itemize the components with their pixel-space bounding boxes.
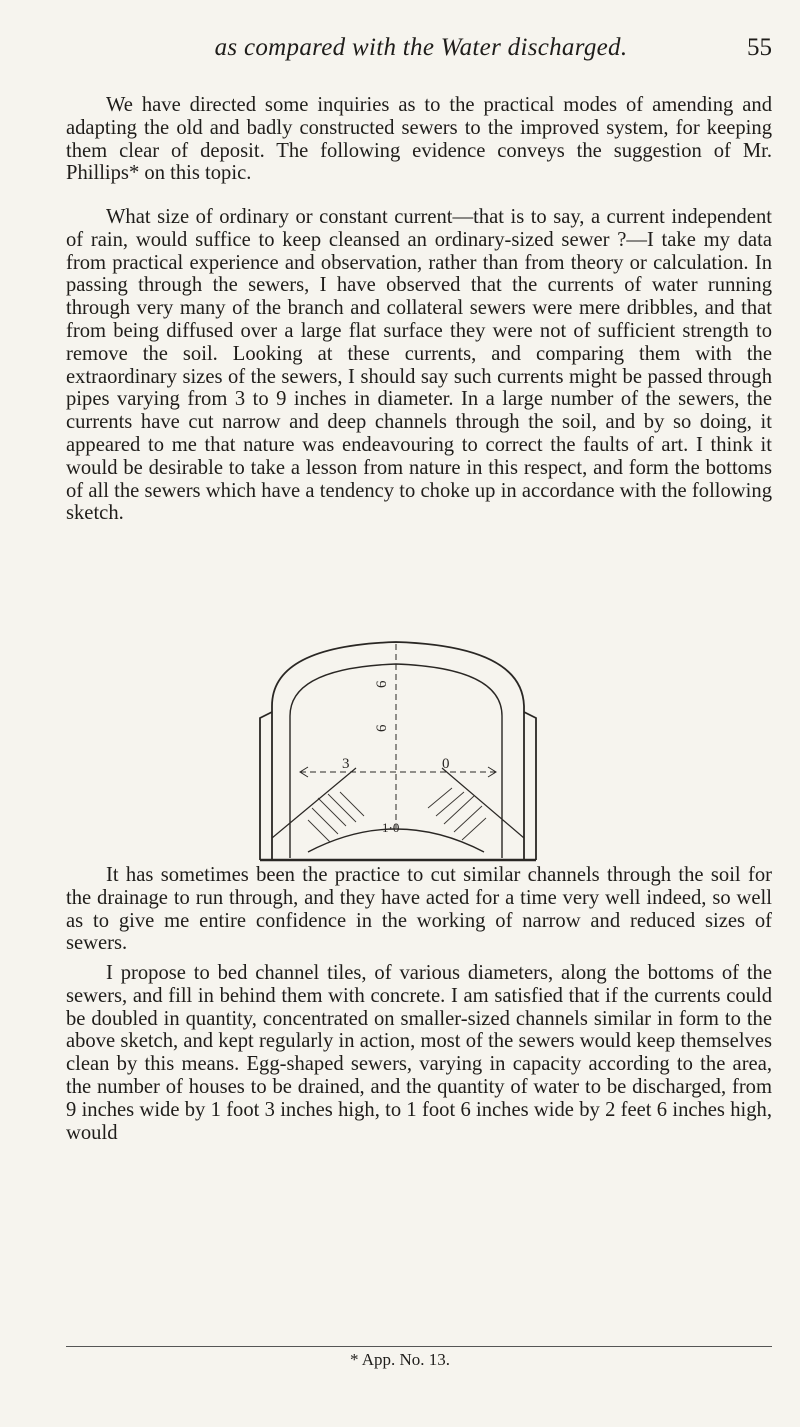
outer-wall-ledge-right xyxy=(524,712,536,860)
running-head xyxy=(70,34,772,74)
paragraph-intro: We have directed some inquiries as to the practical modes of amending and adapting the old and badly constructed sewers to the improved system, for keeping them clear of deposit. The following evidence conveys the suggestion of Mr. Phillips* on this topic. xyxy=(66,94,772,185)
paragraph-evidence: What size of ordinary or constant current—that is to say, a current independent of rain, would suffice to keep cleansed an ordinary-sized sewer ?—I take my data from practical experience and observation, rather than from theory or calculation. In passing through the sewers, I have observed that the currents of water running through very many of the branch and collateral sewers were mere dribbles, and that from being diffused over a large flat surface they were not of sufficient strength to remove the soil. Looking at these currents, and comparing them with the extraordinary sizes of the sewers, I should say such currents might be passed through pipes varying from 3 to 9 inches in diameter. In a large number of the sewers, the currents have cut narrow and deep channels through the soil, and by so doing, it appeared to me that nature was endeavouring to correct the faults of art. I think it would be desirable to take a lesson from nature in this respect, and form the bottoms of all the sewers which have a tendency to choke up in accordance with the following sketch. xyxy=(66,206,772,525)
dim-width-label-right: 0 xyxy=(442,756,450,772)
paragraph-practice: It has sometimes been the practice to cut similar channels through the soil for the drainage to run through, and they have acted for a time very well indeed, so well as to give me entire confidence in the working of narrow and reduced sizes of sewers. xyxy=(66,864,772,955)
running-title: as compared with the Water discharged. xyxy=(214,34,628,61)
sewer-cross-section-sketch xyxy=(246,628,546,863)
page-number: 55 xyxy=(747,34,772,61)
footnote: * App. No. 13. xyxy=(349,1350,451,1369)
paragraph-proposal: I propose to bed channel tiles, of various diameters, along the bottoms of the sewers, and fill in behind them with concrete. I am satisfied that if the currents could be doubled in quantity, concentrated on smaller-sized channels similar in form to the above sketch, and kept regularly in action, most of the sewers would keep themselves clean by this means. Egg-shaped sewers, varying in capacity according to the area, the number of houses to be drained, and the quantity of water to be discharged, from 9 inches wide by 1 foot 3 inches high, to 1 foot 6 inches wide by 2 feet 6 inches high, would xyxy=(66,962,772,1144)
dim-height-label-2: 6 xyxy=(374,724,390,732)
channel-invert-right xyxy=(442,768,524,838)
dim-width-label-left: 3 xyxy=(342,756,350,772)
outer-wall-ledge-left xyxy=(260,712,272,860)
footnote-rule xyxy=(66,1346,772,1347)
channel-base-label: 1·0 xyxy=(382,820,400,835)
dim-height-label-1: 6 xyxy=(374,680,390,688)
channel-invert-left xyxy=(272,768,356,838)
